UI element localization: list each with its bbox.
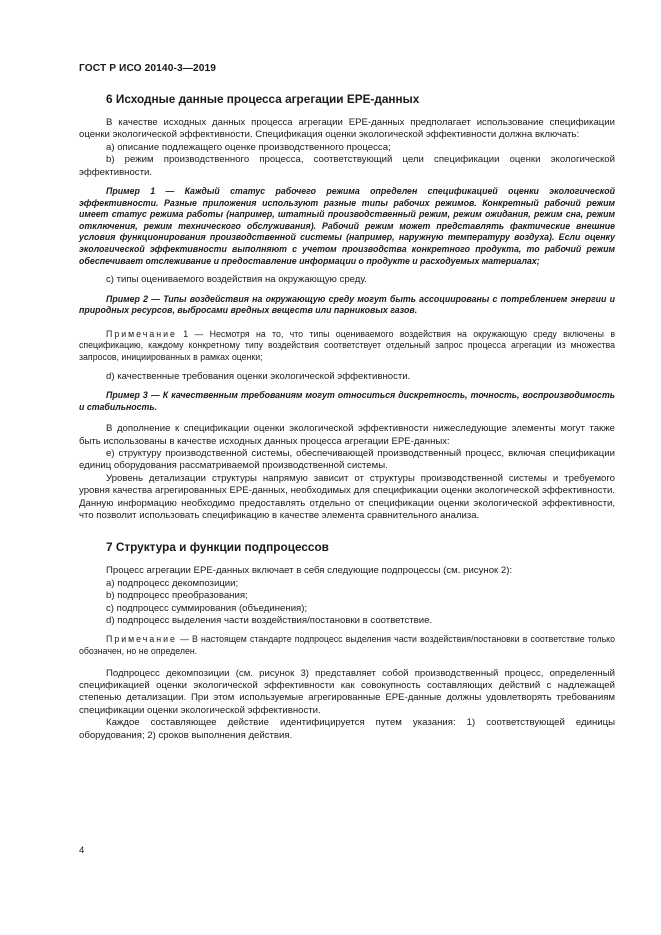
list-item-c: с) типы оцениваемого воздействия на окружающую среду.	[106, 274, 367, 286]
page-number: 4	[79, 845, 85, 856]
example-1: Пример 1 — Каждый статус рабочего режима определен спецификацией оценки экологической эффективности. Разные приложения используют разные типы рабочих режимов. Конкретный рабочий режим имеет статус режима работы (например, штатный производственный режим, режим ожидания, режим сна, режим отключения, режим технического обслуживания). Рабочий режим может представлять фактические внешние условия функционирования производственной системы (например, наружную температуру воздуха). Если оценку экологической эффективности выполняют с учетом производства конкретного продукта, то рабочий режим обеспечивает отслеживание и предоставление информации о продукте и расходуемых материалах;	[79, 186, 615, 266]
section-7-paragraph-2: Подпроцесс декомпозиции (см. рисунок 3) представляет собой производственный процесс, определенный спецификацией оценки экологической эффективности как совокупность составляющих действий с надлежащей степенью детализации. При этом используемые агрегированные EPE-данные должны удовлетворять требованиям спецификации оценки экологической эффективности.	[79, 667, 615, 716]
example-2: Пример 2 — Типы воздействия на окружающую среду могут быть ассоциированы с потреблением энергии и природных ресурсов, выбросами вредных веществ или парниковых газов.	[79, 293, 615, 316]
document-code: ГОСТ Р ИСО 20140-3—2019	[79, 63, 217, 74]
list-item-a: а) описание подлежащего оценке производственного процесса;	[106, 141, 391, 153]
subprocess-item-c: с) подпроцесс суммирования (объединения);	[106, 602, 308, 614]
example-3: Пример 3 — К качественным требованиям могут относиться дискретность, точность, воспроизводимость и стабильность.	[79, 389, 615, 412]
note-2-text: — В настоящем стандарте подпроцесс выделения части воздействия/постановки в соответствие только обозначен, но не определен.	[79, 634, 615, 657]
section-7-intro: Процесс агрегации EPE-данных включает в себя следующие подпроцессы (см. рисунок 2):	[106, 565, 513, 577]
section-6-paragraph-3: Уровень детализации структуры напрямую зависит от структуры производственной системы и требуемого уровня качества агрегированных EPE-данных, необходимых для спецификации оценки экологической эффективности. Данную информацию необходимо предоставлять отдельно от спецификации оценки экологической эффективности, что позволит использовать спецификацию в качестве элемента сравнительного анализа.	[79, 472, 615, 521]
note-2-label: Примечание	[106, 634, 177, 645]
note-1	[79, 329, 615, 364]
note-2	[79, 634, 615, 657]
section-7-paragraph-3: Каждое составляющее действие идентифицируется путем указания: 1) соответствующей единицы оборудования; 2) сроков выполнения действия.	[79, 717, 615, 741]
section-6-title: 6 Исходные данные процесса агрегации EPE-данных	[106, 92, 420, 106]
section-6-intro: В качестве исходных данных процесса агрегации EPE-данных предполагает использование спецификации оценки экологической эффективности. Спецификация оценки экологической эффективности должна включать:	[79, 117, 615, 141]
list-item-e: е) структуру производственной системы, обеспечивающей производственный процесс, включая спецификации единиц оборудования рассматриваемой производственной системы.	[79, 447, 615, 472]
list-item-b: b) режим производственного процесса, соответствующий цели спецификации оценки экологической эффективности.	[79, 154, 615, 178]
list-item-d: d) качественные требования оценки экологической эффективности.	[106, 370, 411, 382]
note-1-label: Примечание	[106, 328, 177, 339]
section-6-paragraph-2: В дополнение к спецификации оценки экологической эффективности нижеследующие элементы могут также быть использованы в качестве исходных данных процесса агрегации EPE-данных:	[79, 423, 615, 447]
section-7-title: 7 Структура и функции подпроцессов	[106, 540, 329, 555]
subprocess-item-d: d) подпроцесс выделения части воздействия/постановки в соответствие.	[106, 615, 433, 627]
subprocess-item-b: b) подпроцесс преобразования;	[106, 590, 248, 602]
subprocess-item-a: а) подпроцесс декомпозиции;	[106, 577, 239, 589]
note-1-text: 1 — Несмотря на то, что типы оцениваемого воздействия на окружающую среду включены в спецификацию, каждому конкретному типу воздействия соответствует отдельный запрос процесса агрегации из множества запросов, инициированных в рамках оценки;	[79, 328, 615, 362]
page-content	[79, 92, 615, 742]
